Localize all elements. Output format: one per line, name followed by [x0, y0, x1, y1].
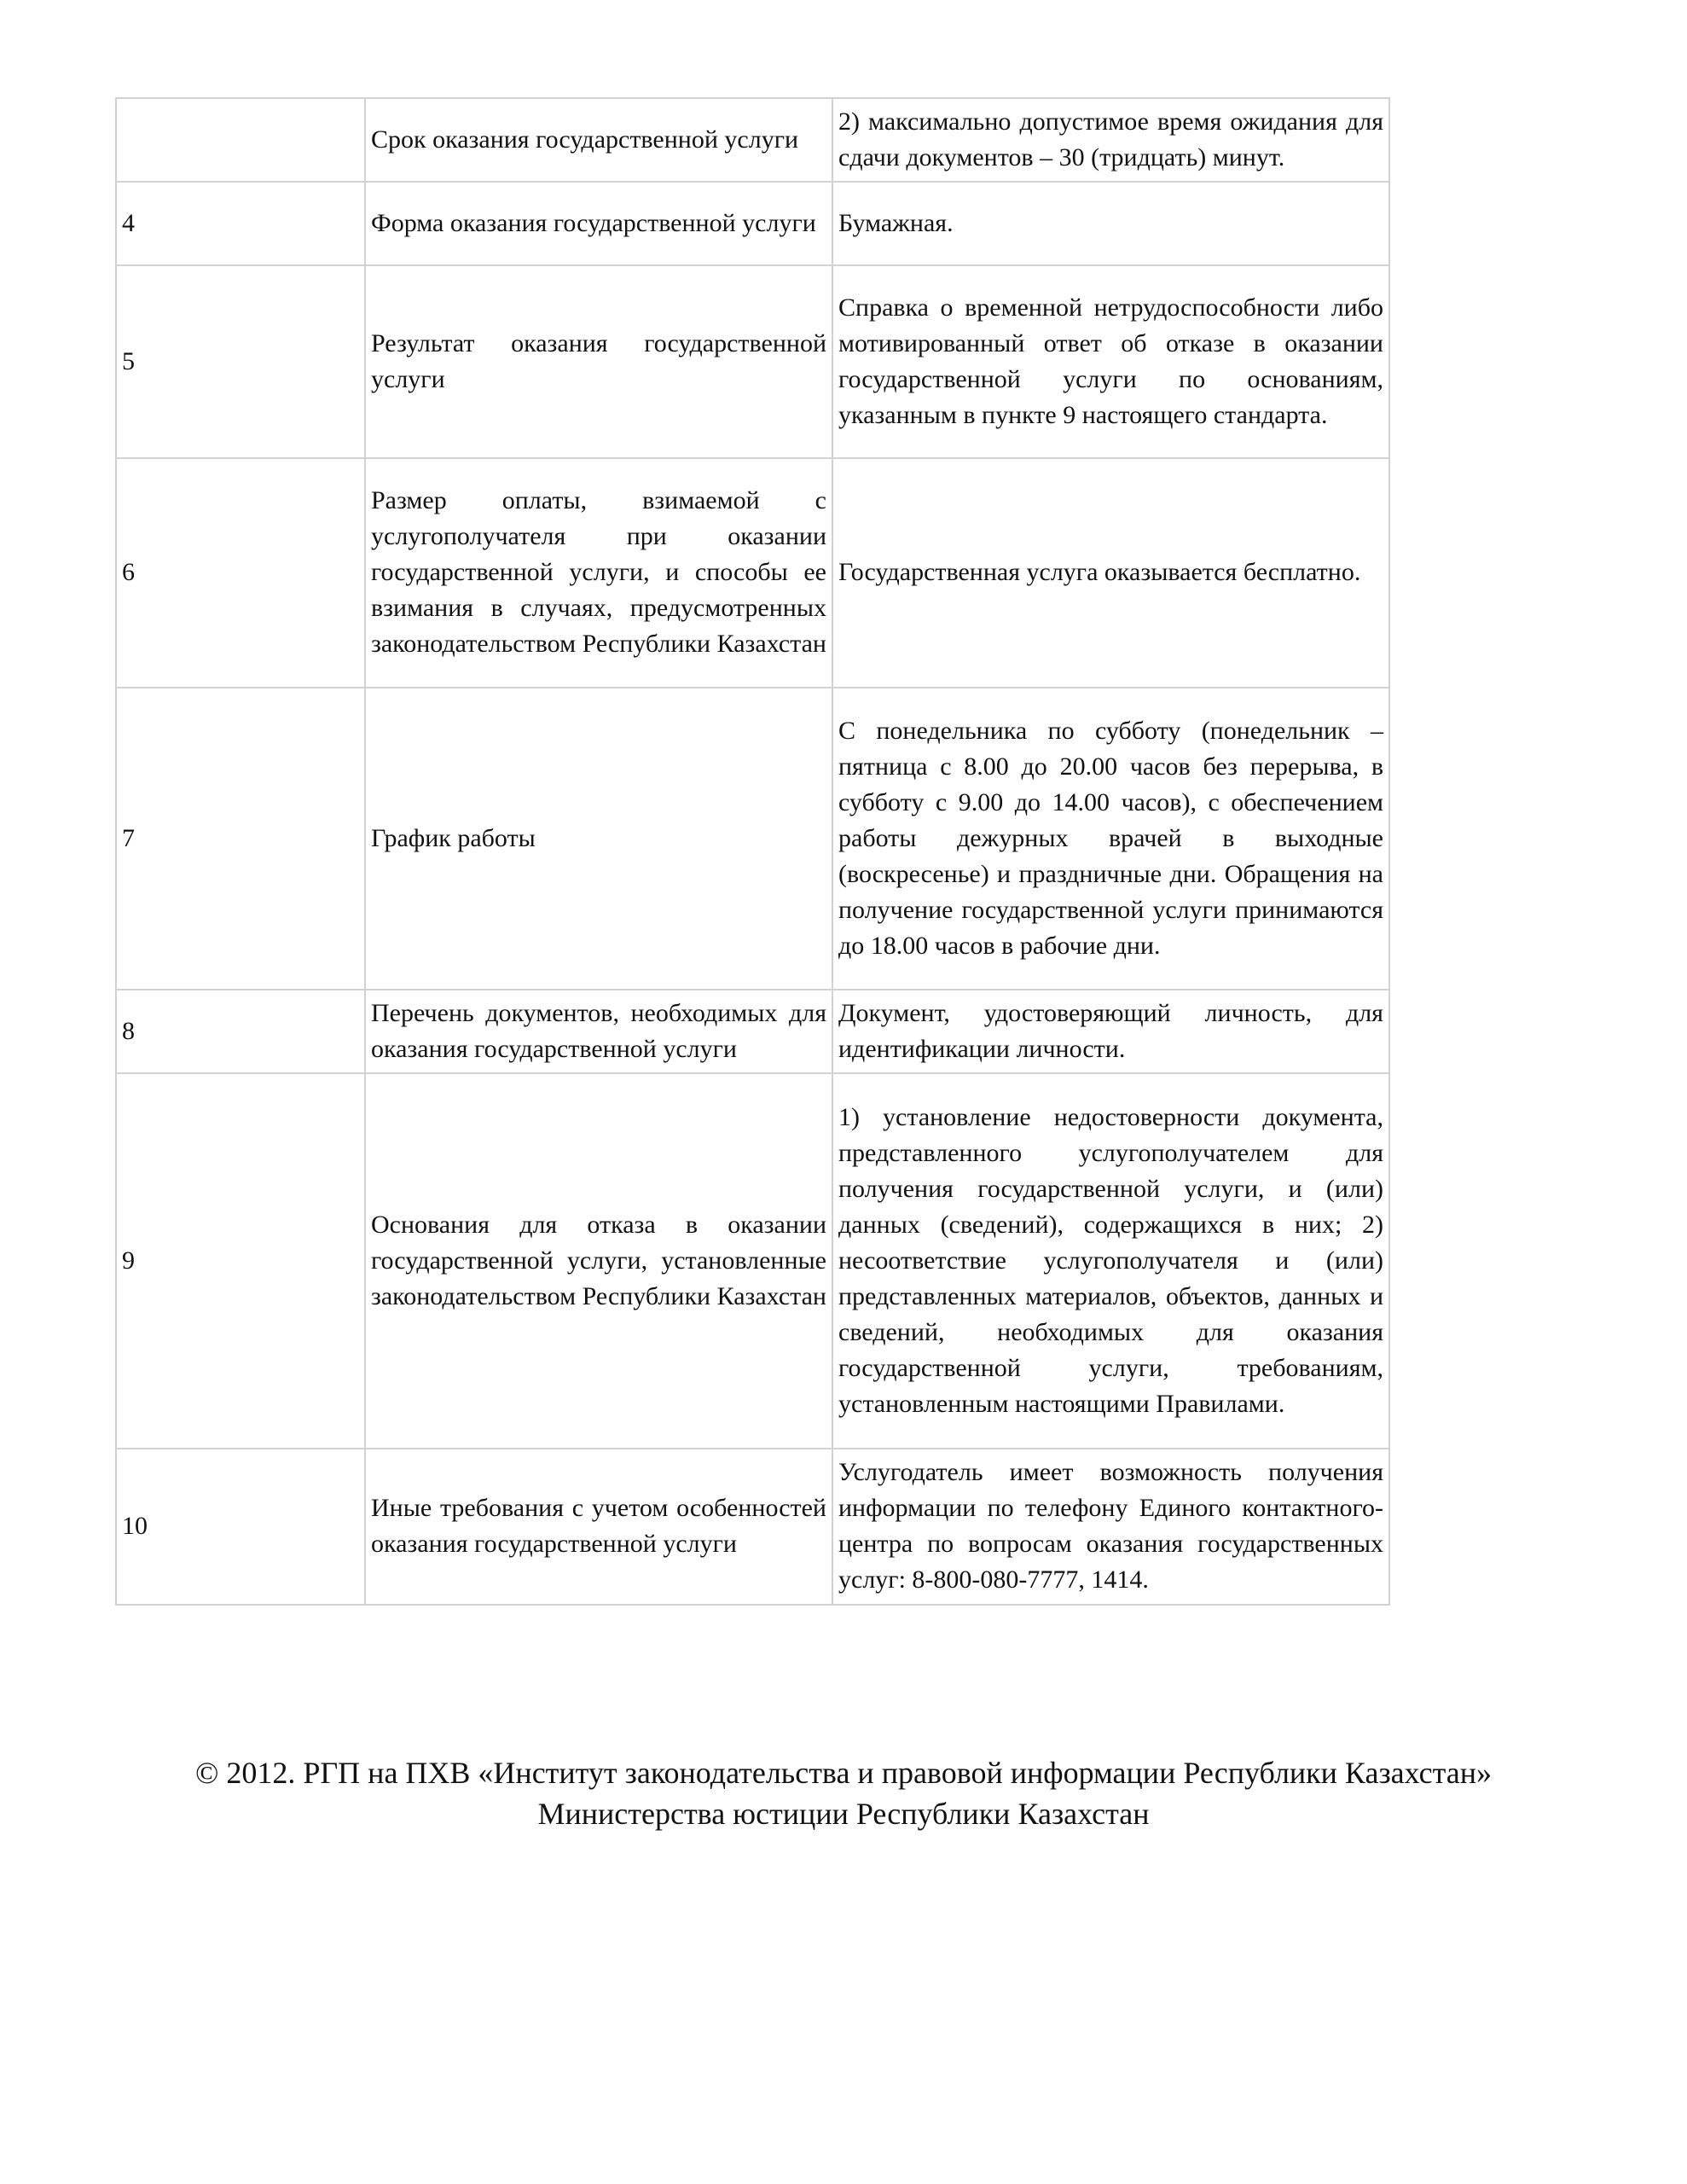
- row-value: [832, 265, 1389, 458]
- row-value-text: 1) установление недостоверности документа, представленного услугополучателем для получения государственной услуги, и (или) данных (сведений), содержащихся в них; 2) несоответствие услугополучателя и (или) представленных материалов, объектов, данных и сведений, необходимых для оказания государственной услуги, требованиям, установленным настоящими Правилами.: [838, 1102, 1383, 1418]
- row-number: 7: [116, 688, 365, 990]
- row-value: [832, 688, 1389, 990]
- row-name-text: Основания для отказа в оказании государственной услуги, установленные законодательством Республики Казахстан: [371, 1210, 826, 1310]
- row-name-text: Форма оказания государственной услуги: [371, 208, 816, 237]
- table-row: [116, 182, 1389, 265]
- row-value: [832, 1449, 1389, 1605]
- table-row: [116, 98, 1389, 182]
- row-value-text: Государственная услуга оказывается бесплатно.: [838, 558, 1361, 586]
- row-number: [116, 98, 365, 182]
- row-value: [832, 98, 1389, 182]
- row-value: [832, 458, 1389, 688]
- service-standard-table: [115, 97, 1390, 1606]
- row-number: 8: [116, 990, 365, 1073]
- row-name-text: Размер оплаты, взимаемой с услугополучателя при оказании государственной услуги, и способы ее взимания в случаях, предусмотренных законодательством Республики Казахстан: [371, 486, 826, 658]
- row-name: [365, 1449, 832, 1605]
- row-value-text: Услугодатель имеет возможность получения информации по телефону Единого контактного-центра по вопросам оказания государственных услуг: 8-800-080-7777, 1414.: [838, 1458, 1383, 1594]
- row-name: [365, 98, 832, 182]
- row-name: [365, 990, 832, 1073]
- table-row: [116, 990, 1389, 1073]
- row-number: 5: [116, 265, 365, 458]
- table-row: [116, 458, 1389, 688]
- table-row: [116, 1073, 1389, 1449]
- row-value-text: С понедельника по субботу (понедельник – пятница с 8.00 до 20.00 часов без перерыва, в субботу с 9.00 до 14.00 часов), с обеспечением работы дежурных врачей в выходные (воскресенье) и праздничные дни. Обращения на получение государственной услуги принимаются до 18.00 часов в рабочие дни.: [838, 716, 1383, 960]
- row-number: 4: [116, 182, 365, 265]
- copyright-footer: [0, 1752, 1687, 1834]
- ministry-line: Министерства юстиции Республики Казахстан: [537, 1797, 1150, 1831]
- row-value-text: Бумажная.: [838, 208, 954, 237]
- row-name: [365, 458, 832, 688]
- row-name: [365, 265, 832, 458]
- row-name-text: Результат оказания государственной услуги: [371, 328, 826, 393]
- table-row: [116, 1449, 1389, 1605]
- copyright-line: © 2012. РГП на ПХВ «Институт законодательства и правовой информации Республики Казахстан»: [195, 1756, 1492, 1790]
- row-number: 10: [116, 1449, 365, 1605]
- row-value: [832, 990, 1389, 1073]
- table-row: [116, 265, 1389, 458]
- row-number: 6: [116, 458, 365, 688]
- row-number: 9: [116, 1073, 365, 1449]
- row-name: [365, 182, 832, 265]
- row-name-text: Перечень документов, необходимых для оказания государственной услуги: [371, 998, 826, 1063]
- row-value-text: 2) максимально допустимое время ожидания для сдачи документов – 30 (тридцать) минут.: [838, 107, 1383, 171]
- row-value: [832, 1073, 1389, 1449]
- row-name-text: Иные требования с учетом особенностей оказания государственной услуги: [371, 1494, 826, 1558]
- row-value: [832, 182, 1389, 265]
- table-row: [116, 688, 1389, 990]
- row-name: [365, 688, 832, 990]
- row-value-text: Документ, удостоверяющий личность, для идентификации личности.: [838, 998, 1383, 1063]
- row-name: [365, 1073, 832, 1449]
- row-name-text: Срок оказания государственной услуги: [371, 125, 799, 154]
- row-name-text: График работы: [371, 823, 536, 852]
- row-value-text: Справка о временной нетрудоспособности либо мотивированный ответ об отказе в оказании государственной услуги по основаниям, указанным в пункте 9 настоящего стандарта.: [838, 293, 1383, 429]
